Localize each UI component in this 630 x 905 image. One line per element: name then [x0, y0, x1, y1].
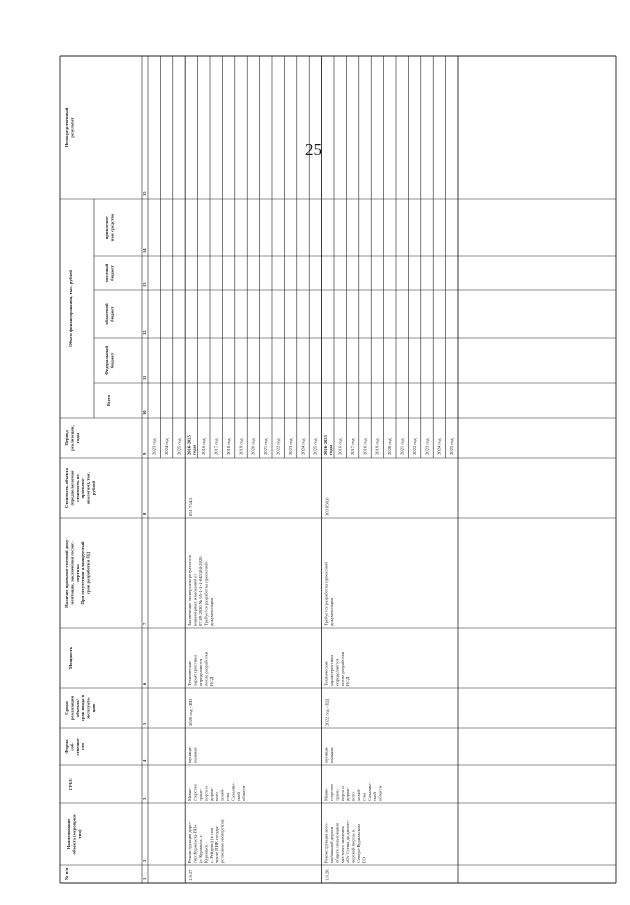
header-regional: областной	[104, 303, 109, 325]
row-grbs: стерство	[192, 784, 198, 801]
header-period: Период	[64, 430, 69, 446]
row-grbs: дорож-	[208, 787, 214, 801]
year-label: 2016 год	[337, 438, 343, 455]
year-label: 2023 год	[424, 438, 430, 455]
year-label: 2018 год	[362, 438, 368, 455]
row-grbs: Мини-	[187, 788, 193, 801]
header-form: Форма	[64, 739, 69, 754]
row-form: пальная	[329, 747, 334, 763]
column-number: 12	[142, 330, 147, 335]
column-number: 2	[142, 859, 147, 862]
header-federal: Федеральный	[104, 345, 109, 376]
header-cost: проектно-	[80, 477, 86, 499]
column-number: 11	[142, 375, 147, 380]
row-grbs: дорож-	[345, 787, 351, 801]
row-form: муници-	[323, 746, 329, 763]
row-capacity: характеристики	[329, 655, 334, 686]
row-capacity: определяются	[198, 658, 203, 686]
header-federal: бюджет	[109, 352, 115, 369]
column-number: 7	[142, 622, 147, 625]
row-name: ги(г.Курильск) ПП«	[192, 824, 198, 863]
year-label: 2023 год	[151, 438, 157, 455]
header-cost: рублей	[91, 480, 96, 496]
row-grbs: ного	[214, 792, 220, 801]
row-name: (г. Курильск, г.	[198, 834, 203, 863]
row-grbs: транс-	[334, 788, 340, 801]
year-label: 2020 год	[387, 438, 393, 455]
header-name: тия)	[76, 829, 82, 839]
row-grbs: транс-	[198, 788, 203, 801]
header-capacity: Мощность	[68, 646, 73, 670]
year-label: 2022 год	[411, 438, 417, 455]
header-local: местный	[104, 263, 109, 283]
row-capacity: Технические	[323, 660, 329, 686]
row-capacity: определяются	[334, 658, 340, 686]
row-name: с. Рейдово) (в том	[208, 828, 214, 863]
row-docs: документации	[208, 598, 214, 626]
year-label: 2022 год	[275, 438, 281, 455]
row-grbs: хозяй-	[356, 788, 361, 801]
row-docs: документации	[329, 598, 334, 626]
header-extra: привлечен-	[104, 215, 109, 240]
row-docs: 07.09.2020 № 65-1-1-1-045184-2020.	[198, 555, 203, 626]
header-grbs: ГРБС	[68, 777, 73, 791]
header-name: объекта (мероприя-	[71, 813, 77, 855]
row-grbs: порта и	[203, 786, 209, 801]
row-docs: Заключение экспертизы результатов	[187, 555, 193, 626]
row-capacity: ПСД	[345, 676, 351, 686]
row-grbs: хозяй-	[219, 788, 225, 801]
row-name: черской порта» в	[350, 829, 356, 863]
header-terms: реализации	[69, 695, 75, 721]
page-number: 25	[305, 140, 322, 159]
year-label: 2024 год	[436, 438, 442, 455]
header-cost: стоимость по	[74, 474, 80, 502]
column-number: 9	[142, 452, 147, 455]
row-cost: 303 850,0	[324, 497, 330, 516]
header-docs: срок разработки ПД	[85, 551, 91, 595]
row-number: 1.6.27	[188, 869, 194, 881]
header-cost: (предполагаемая	[69, 470, 75, 506]
year-label: 2023 год	[287, 438, 293, 455]
year-label: 2025 год	[449, 438, 455, 455]
row-capacity: Технические	[187, 660, 193, 686]
header-extra: ные средства	[109, 213, 115, 242]
row-grbs: области	[377, 785, 383, 801]
row-capacity: после разработки	[339, 651, 345, 686]
row-docs: Требуется разработка проектной	[323, 562, 329, 626]
column-number: 8	[142, 512, 147, 515]
header-regional: бюджет	[109, 306, 115, 322]
column-number: 15	[142, 191, 147, 196]
column-number: 4	[142, 759, 147, 762]
header-form: соб-	[69, 742, 75, 751]
period-label: годы	[328, 444, 334, 455]
row-grbs: Сахалин-	[230, 782, 236, 801]
header-docs: Наличие проектно-сметной доку-	[64, 538, 69, 608]
year-label: 2025 год	[176, 438, 182, 455]
row-name: Реконструкция доро-	[187, 821, 193, 863]
header-period: годы	[74, 432, 80, 444]
header-terms: цию	[91, 703, 96, 713]
header-terms: объекта/	[74, 699, 80, 717]
header-result: результат	[69, 117, 75, 138]
period-label: 2016-2025	[186, 435, 192, 455]
column-number: 10	[142, 410, 147, 415]
year-label: 2024 год	[163, 438, 169, 455]
header-docs: При отсутствии планируемый	[80, 541, 86, 605]
row-name: общего пользования	[334, 823, 340, 863]
header-name: Наименование	[66, 818, 71, 850]
header-cost: аналогам), тыс.	[85, 471, 91, 505]
row-name: «От Стены до диспет-	[345, 819, 351, 863]
header-terms: эксплуата-	[85, 696, 91, 720]
header-docs: пертизы	[74, 564, 80, 582]
row-terms: 2022 год - ПД	[324, 699, 330, 726]
row-form: муници-	[187, 746, 193, 763]
row-terms: 2020 год - ИН	[188, 698, 194, 726]
row-grbs: ства	[361, 792, 367, 801]
row-grbs: Сахалин-	[366, 782, 372, 801]
header-total: Всего	[106, 394, 111, 407]
row-grbs: ской	[235, 792, 241, 801]
column-number: 14	[142, 248, 147, 253]
table	[60, 56, 616, 883]
row-capacity: после разработки	[203, 651, 209, 686]
year-label: 2020 год	[250, 438, 256, 455]
row-cost: 851 754,5	[188, 497, 194, 516]
header-result: Непосредственный	[64, 107, 69, 148]
year-label: 2016 год	[201, 438, 207, 455]
row-capacity: характеристики	[192, 655, 198, 686]
header-local: бюджет	[109, 265, 115, 281]
period-label: годы	[191, 444, 197, 455]
column-number: 1	[142, 877, 147, 880]
year-label: 2021 год	[399, 438, 405, 455]
row-form: пальная	[192, 747, 198, 763]
year-label: 2019 год	[374, 438, 380, 455]
row-name: Реконструкция авто-	[323, 822, 329, 863]
header-form: ственно-	[74, 737, 80, 756]
row-capacity: ПСД	[208, 676, 214, 686]
row-name: числе ПИР, госуда-	[214, 825, 220, 863]
row-grbs: ного	[350, 792, 356, 801]
year-label: 2018 год	[225, 438, 231, 455]
row-name: мобильной дороги	[329, 826, 334, 863]
column-number: 5	[142, 722, 147, 725]
row-docs: Требуется разработка проектной	[203, 562, 209, 626]
row-grbs: порта и	[339, 786, 345, 801]
column-number: 3	[142, 797, 147, 800]
column-number: 13	[142, 282, 147, 287]
row-grbs: Мини-	[323, 788, 329, 801]
column-number: 6	[142, 682, 147, 685]
row-name: Курильск -	[203, 841, 209, 863]
row-number: 1.6.28.	[324, 868, 330, 881]
header-terms: срок ввода в	[80, 694, 86, 722]
row-docs: инженерных изысканий от	[192, 573, 198, 626]
header-period: реализации,	[69, 425, 75, 451]
row-name: Северо-Курильском	[356, 824, 361, 863]
row-grbs: ской	[372, 792, 378, 801]
header-docs: ментации, заключения госэкс-	[69, 541, 75, 605]
row-name: ГО	[361, 857, 367, 863]
row-name: рственная экспертиза)	[219, 819, 225, 863]
row-grbs: ства	[225, 792, 230, 801]
year-label: 2017 год	[213, 438, 219, 455]
header-terms: Сроки	[64, 701, 69, 715]
period-label: 2016-2025	[323, 435, 329, 455]
year-label: 2017 год	[349, 438, 355, 455]
row-grbs: стерство	[329, 784, 334, 801]
row-grbs: области	[241, 785, 247, 801]
year-label: 2021 год	[263, 438, 269, 455]
header-cost: Стоимость объекта	[64, 467, 69, 509]
year-label: 2019 год	[238, 438, 244, 455]
year-label: 2024 год	[300, 438, 306, 455]
row-name: местного значения	[339, 826, 345, 863]
header-form: сти	[80, 743, 86, 750]
year-label: 2025 год	[312, 438, 318, 455]
header-funding: Объем финансирования, тыс. рублей	[68, 270, 73, 347]
header-num: № п/п	[64, 867, 69, 881]
